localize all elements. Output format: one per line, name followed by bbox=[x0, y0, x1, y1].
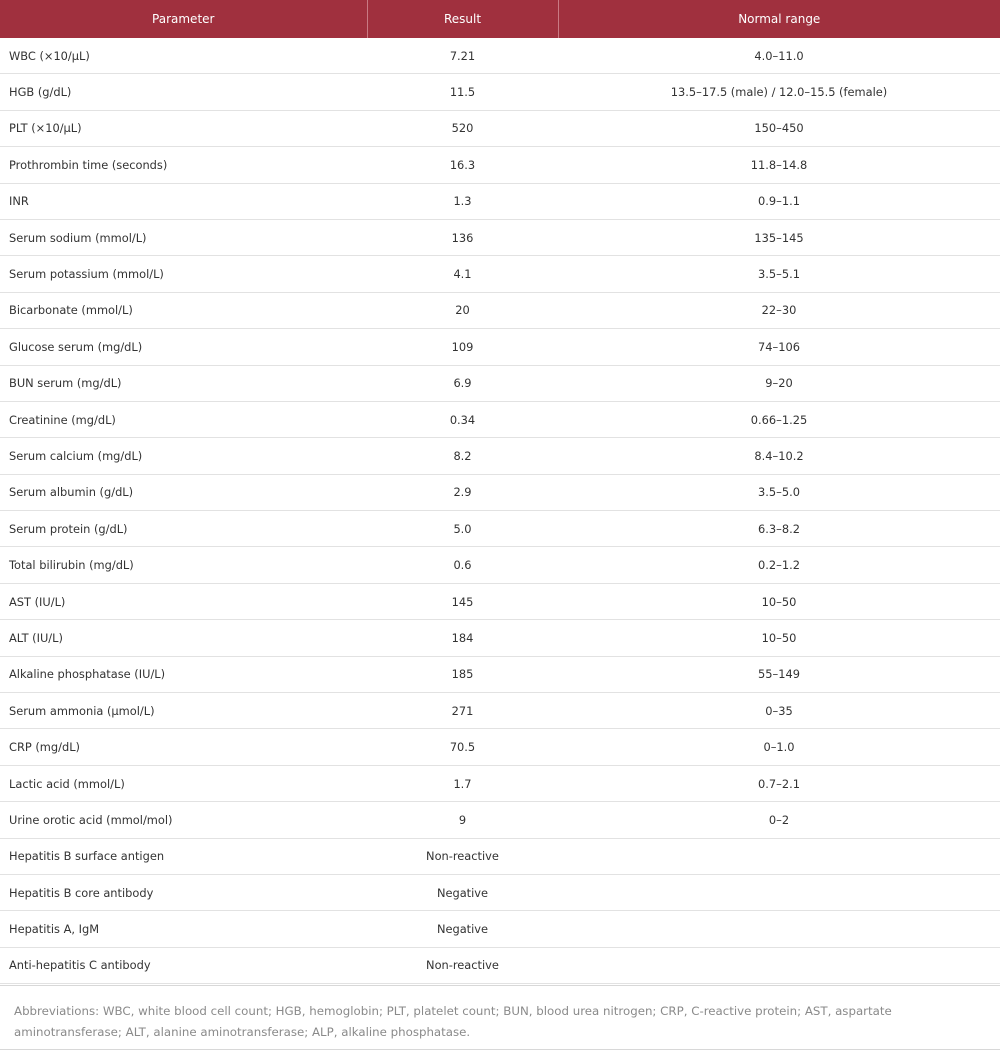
cell-parameter: Serum calcium (mg/dL) bbox=[0, 438, 367, 474]
table-row bbox=[0, 620, 1000, 656]
cell-parameter: Total bilirubin (mg/dL) bbox=[0, 547, 367, 583]
cell-parameter: INR bbox=[0, 183, 367, 219]
cell-result: 145 bbox=[367, 583, 558, 619]
cell-normal-range bbox=[558, 911, 1000, 947]
cell-result: 1.3 bbox=[367, 183, 558, 219]
cell-result: Non-reactive bbox=[367, 947, 558, 983]
table-row bbox=[0, 947, 1000, 983]
header-normal-range: Normal range bbox=[558, 0, 1000, 38]
cell-parameter: Glucose serum (mg/dL) bbox=[0, 329, 367, 365]
table-row bbox=[0, 838, 1000, 874]
cell-parameter: Serum potassium (mmol/L) bbox=[0, 256, 367, 292]
header-row bbox=[0, 0, 1000, 38]
cell-normal-range bbox=[558, 947, 1000, 983]
cell-parameter: Creatinine (mg/dL) bbox=[0, 401, 367, 437]
cell-result: 109 bbox=[367, 329, 558, 365]
cell-result: 271 bbox=[367, 693, 558, 729]
cell-result: 20 bbox=[367, 292, 558, 328]
cell-normal-range: 3.5–5.0 bbox=[558, 474, 1000, 510]
cell-result: 7.21 bbox=[367, 38, 558, 74]
cell-result: 1.7 bbox=[367, 765, 558, 801]
cell-parameter: AST (IU/L) bbox=[0, 583, 367, 619]
table-body bbox=[0, 38, 1000, 984]
cell-parameter: Anti-hepatitis C antibody bbox=[0, 947, 367, 983]
cell-parameter: WBC (×10/µL) bbox=[0, 38, 367, 74]
table-row bbox=[0, 438, 1000, 474]
header-result: Result bbox=[367, 0, 558, 38]
cell-normal-range: 150–450 bbox=[558, 110, 1000, 146]
cell-parameter: Hepatitis A, IgM bbox=[0, 911, 367, 947]
cell-parameter: Serum albumin (g/dL) bbox=[0, 474, 367, 510]
cell-parameter: Hepatitis B core antibody bbox=[0, 874, 367, 910]
cell-normal-range bbox=[558, 838, 1000, 874]
table-row bbox=[0, 911, 1000, 947]
cell-parameter: Bicarbonate (mmol/L) bbox=[0, 292, 367, 328]
table-row bbox=[0, 511, 1000, 547]
table-row bbox=[0, 547, 1000, 583]
cell-parameter: PLT (×10/µL) bbox=[0, 110, 367, 146]
cell-parameter: Urine orotic acid (mmol/mol) bbox=[0, 802, 367, 838]
table-row bbox=[0, 765, 1000, 801]
cell-result: 5.0 bbox=[367, 511, 558, 547]
cell-normal-range: 6.3–8.2 bbox=[558, 511, 1000, 547]
cell-normal-range: 55–149 bbox=[558, 656, 1000, 692]
table-row bbox=[0, 110, 1000, 146]
cell-parameter: HGB (g/dL) bbox=[0, 74, 367, 110]
cell-result: Negative bbox=[367, 911, 558, 947]
cell-normal-range: 0.7–2.1 bbox=[558, 765, 1000, 801]
cell-normal-range: 22–30 bbox=[558, 292, 1000, 328]
cell-result: 8.2 bbox=[367, 438, 558, 474]
table-row bbox=[0, 693, 1000, 729]
cell-normal-range: 135–145 bbox=[558, 219, 1000, 255]
cell-result: 184 bbox=[367, 620, 558, 656]
table-header bbox=[0, 0, 1000, 38]
cell-normal-range: 0–1.0 bbox=[558, 729, 1000, 765]
table-row bbox=[0, 219, 1000, 255]
table-row bbox=[0, 38, 1000, 74]
abbreviations-footnote: Abbreviations: WBC, white blood cell count; HGB, hemoglobin; PLT, platelet count; BUN, blood urea nitrogen; CRP, C-reactive protein; AST, aspartate aminotransferase; ALT, alanine aminotransferase; ALP, alkaline phosphatase. bbox=[0, 985, 1000, 1050]
table-row bbox=[0, 365, 1000, 401]
cell-result: 0.34 bbox=[367, 401, 558, 437]
cell-result: 11.5 bbox=[367, 74, 558, 110]
table-row bbox=[0, 401, 1000, 437]
table-row bbox=[0, 292, 1000, 328]
cell-normal-range: 4.0–11.0 bbox=[558, 38, 1000, 74]
cell-parameter: CRP (mg/dL) bbox=[0, 729, 367, 765]
cell-result: 185 bbox=[367, 656, 558, 692]
cell-normal-range: 0–2 bbox=[558, 802, 1000, 838]
table-row bbox=[0, 256, 1000, 292]
cell-normal-range: 74–106 bbox=[558, 329, 1000, 365]
cell-normal-range: 0.66–1.25 bbox=[558, 401, 1000, 437]
header-parameter: Parameter bbox=[0, 0, 367, 38]
cell-normal-range: 10–50 bbox=[558, 583, 1000, 619]
cell-normal-range: 8.4–10.2 bbox=[558, 438, 1000, 474]
cell-result: Negative bbox=[367, 874, 558, 910]
cell-normal-range: 0.9–1.1 bbox=[558, 183, 1000, 219]
cell-normal-range: 0–35 bbox=[558, 693, 1000, 729]
cell-result: Non-reactive bbox=[367, 838, 558, 874]
cell-result: 4.1 bbox=[367, 256, 558, 292]
cell-result: 6.9 bbox=[367, 365, 558, 401]
cell-normal-range: 11.8–14.8 bbox=[558, 147, 1000, 183]
table-row bbox=[0, 729, 1000, 765]
table-row bbox=[0, 802, 1000, 838]
cell-result: 16.3 bbox=[367, 147, 558, 183]
table-row bbox=[0, 874, 1000, 910]
cell-normal-range: 3.5–5.1 bbox=[558, 256, 1000, 292]
cell-normal-range: 10–50 bbox=[558, 620, 1000, 656]
cell-parameter: Serum sodium (mmol/L) bbox=[0, 219, 367, 255]
table-row bbox=[0, 329, 1000, 365]
cell-parameter: BUN serum (mg/dL) bbox=[0, 365, 367, 401]
cell-result: 0.6 bbox=[367, 547, 558, 583]
cell-result: 520 bbox=[367, 110, 558, 146]
cell-parameter: Serum ammonia (µmol/L) bbox=[0, 693, 367, 729]
cell-parameter: Lactic acid (mmol/L) bbox=[0, 765, 367, 801]
table-row bbox=[0, 147, 1000, 183]
table-row bbox=[0, 74, 1000, 110]
cell-result: 70.5 bbox=[367, 729, 558, 765]
cell-normal-range: 13.5–17.5 (male) / 12.0–15.5 (female) bbox=[558, 74, 1000, 110]
table-row bbox=[0, 474, 1000, 510]
cell-result: 136 bbox=[367, 219, 558, 255]
cell-normal-range: 0.2–1.2 bbox=[558, 547, 1000, 583]
cell-result: 2.9 bbox=[367, 474, 558, 510]
table-row bbox=[0, 583, 1000, 619]
cell-result: 9 bbox=[367, 802, 558, 838]
cell-normal-range bbox=[558, 874, 1000, 910]
cell-normal-range: 9–20 bbox=[558, 365, 1000, 401]
cell-parameter: Hepatitis B surface antigen bbox=[0, 838, 367, 874]
table-row bbox=[0, 656, 1000, 692]
cell-parameter: Prothrombin time (seconds) bbox=[0, 147, 367, 183]
cell-parameter: ALT (IU/L) bbox=[0, 620, 367, 656]
cell-parameter: Serum protein (g/dL) bbox=[0, 511, 367, 547]
cell-parameter: Alkaline phosphatase (IU/L) bbox=[0, 656, 367, 692]
table-row bbox=[0, 183, 1000, 219]
